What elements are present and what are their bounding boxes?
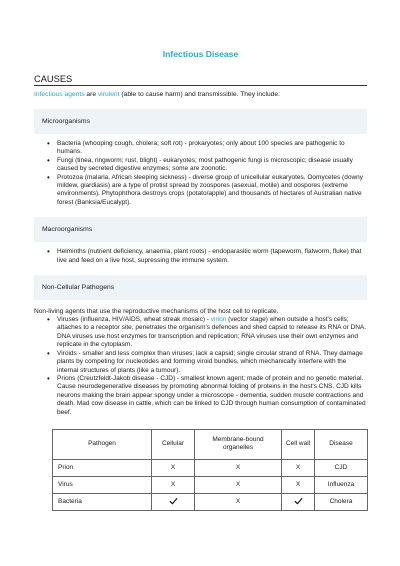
term-virulent: virulent [97,91,120,98]
term-infectious-agents: Infectious agents [34,91,85,98]
list-item: • Bacteria (whooping cough, cholera; soft rot) - prokaryotes; only about 100 species are pathogenic to humans. [34,140,367,157]
term-virion: virion [210,316,227,324]
cellular-cell [152,493,195,510]
organelles-cell: X [195,476,282,493]
cell-wall-cell: X [282,459,315,476]
table-row [53,493,368,510]
cell-wall-cell [282,493,315,510]
column-header: Membrane-bound organelles [195,429,282,459]
checkmark-icon [169,497,178,505]
disease-cell: Cholera [315,493,368,510]
virus-text: Viruses (influenza, HIV/AIDS, wheat streak mosaic) - [57,316,211,324]
intro-text: are [84,91,98,98]
cellular-cell: X [152,459,195,476]
table-row [53,459,368,476]
causes-heading: CAUSES [34,74,367,86]
document-title: Infectious Disease [162,49,239,59]
list-item [34,316,367,350]
causes-intro [34,90,367,99]
table-row [53,476,368,493]
pathogen-comparison-table [52,429,368,511]
macroorganisms-list [34,248,367,265]
pathogen-cell: Virus [53,476,152,493]
cell-wall-cell: X [282,476,315,493]
column-header: Pathogen [53,429,152,459]
cellular-cell: X [152,476,195,493]
organelles-cell: X [195,493,282,510]
list-item: • Fungi (tinea, ringworm; rust, blight) - eukaryotes; most pathogenic fungi is microscopic; disease usually caused by secreted digestive enzymes; some are zoonotic. [34,157,367,174]
virus-text: (vector stage) when outside a host's cells; attaches to a receptor site, penetrates the organism's defences and shed capsid to release its RNA or DNA. DNA viruses use host enzymes for transcription and replication; RNA viruses use their own enzymes and replicate in the cytoplasm. [57,316,367,349]
checkmark-icon [294,497,303,505]
table-header-row [53,429,368,459]
list-item: • Protozoa (malaria, African sleeping sickness) - diverse group of unicellular eukaryotes. Oomycetes (downy mildew, giardiasis) are a type of protist spread by zoospores (asexual, motile) and oospores (extreme environments). Phytophthora destroys crops (potato/apple) and thousands of hectares of Australian native forest (Banksia/Eucalypt). [34,174,367,208]
non-cellular-list [34,316,367,417]
non-cellular-intro: Non-living agents that use the reproductive mechanisms of the host cell to replicate. [34,308,279,316]
column-header: Disease [315,429,368,459]
list-item: • Prions (Creutzfeldt-Jakob disease - CJD) - smallest known agent; made of protein and no genetic material. Cause neurodegenerative diseases by promoting abnormal folding of proteins in the host's CNS. CJD kills neurons making the brain appear spongy under a microscope - dementia, sudden muscle contractions and death. Mad cow disease in cattle, which can be linked to CJD through human consumption of contaminated beef. [34,375,367,417]
column-header: Cellular [152,429,195,459]
column-header: Cell wall [282,429,315,459]
disease-cell: Influenza [315,476,368,493]
pathogen-cell: Prion [53,459,152,476]
organelles-cell: X [195,459,282,476]
microorganisms-heading: Microorganisms [34,109,367,134]
list-item: • Viroids - smaller and less complex than viruses; lack a capsid; single circular strand of RNA. They damage plants by competing for nucleotides and forming viroid bundles, which mechanically interfere with the internal structures of plants (like a tumour). [34,350,367,375]
microorganisms-list [34,140,367,207]
list-item: • Helminths (nutrient deficiency, anaemia, plant roots) - endoparasitic worm (tapeworm, flatworm, fluke) that live and feed on a live host, supressing the immune system. [34,248,367,265]
non-cellular-heading: Non-Cellular Pathogens [34,275,367,300]
intro-text: (able to cause harm) and transmissible. They include: [119,91,280,98]
macroorganisms-heading: Macroorganisms [34,217,367,242]
pathogen-cell: Bacteria [53,493,152,510]
disease-cell: CJD [315,459,368,476]
